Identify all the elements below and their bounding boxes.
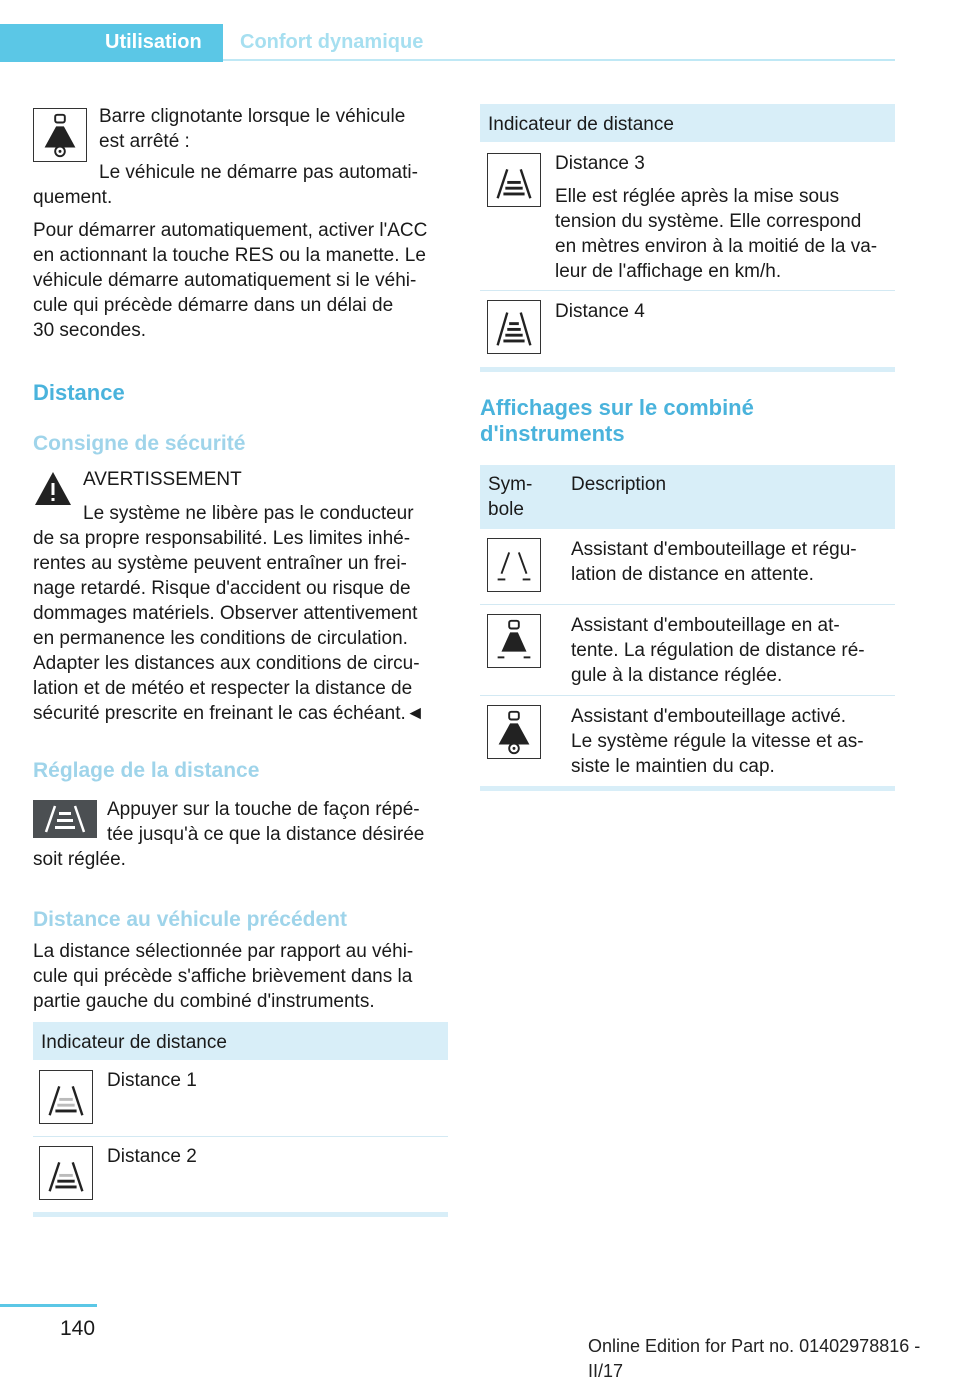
- symbol-table-header: [480, 465, 895, 529]
- intro-text-a: Barre clignotante lorsque le véhicule est arrêté :: [99, 106, 406, 152]
- distance-3-text: Elle est réglée après la mise sous tension du système. Elle correspond en mètres environ à la moitié de la va‐ leur de l'affichage en km/h.: [555, 186, 878, 282]
- distance-1-label: Distance 1: [107, 1070, 197, 1091]
- distance-1-icon: [39, 1070, 93, 1124]
- setting-text-a: Appuyer sur la touche de façon répé‐ tée jusqu'à ce que la distance désirée: [107, 799, 425, 845]
- heading-distance: Distance: [33, 380, 125, 405]
- traffic-jam-active-icon: [487, 705, 541, 759]
- acc-start-paragraph: Pour démarrer automatiquement, activer l'ACC en actionnant la touche RES ou la manette. Le véhicule démarre automatiquement si le véhi‐ cule qui précède démarre dans un délai de 30 secondes.: [33, 220, 428, 341]
- right-table-end: [480, 367, 895, 372]
- distance-3-title: Distance 3: [555, 153, 645, 174]
- traffic-jam-assist-blink-icon: [33, 108, 87, 162]
- previous-vehicle-text: La distance sélectionnée par rapport au véhi‐ cule qui précède s'affiche brièvement dans la partie gauche du combiné d'instruments.: [33, 941, 414, 1012]
- left-table-divider: [33, 1136, 448, 1137]
- intro-text-c: quement.: [33, 187, 113, 208]
- warning-triangle-icon: [33, 470, 73, 508]
- distance-2-label: Distance 2: [107, 1146, 197, 1167]
- description-column-header: Description: [571, 474, 667, 495]
- symbol-row-2-desc: Assistant d'embouteillage en at‐ tente. La régulation de distance ré‐ gule à la distance réglée.: [571, 615, 865, 686]
- symbol-row-1-desc: Assistant d'embouteillage et régu‐ lation de distance en attente.: [571, 539, 857, 585]
- symbol-table-divider-2: [480, 695, 895, 696]
- distance-4-icon: [487, 300, 541, 354]
- warning-text-body: de sa propre responsabilité. Les limites inhé‐ rentes au système peuvent entraîner un frei‐ nage retardé. Risque d'accident ou risque de dommages matériels. Observer attentivement en permanence les conditions de circulation. Adapter les distances aux conditions de circu‐ lation et de météo et respecter la distance de sécurité prescrite en freinant le cas échéant.◄: [33, 528, 425, 724]
- edition-note: Online Edition for Part no. 01402978816 - II/17: [588, 1336, 921, 1381]
- page-number: 140: [60, 1317, 96, 1340]
- distance-4-label: Distance 4: [555, 301, 645, 322]
- distance-2-icon: [39, 1146, 93, 1200]
- traffic-jam-ready-icon: [487, 614, 541, 668]
- right-table-header: Indicateur de distance: [480, 104, 895, 142]
- header-divider: [223, 59, 895, 61]
- left-table-end: [33, 1212, 448, 1217]
- symbol-row-3-desc: Assistant d'embouteillage activé. Le système régule la vitesse et as‐ siste le maintien du cap.: [571, 706, 864, 777]
- symbol-column-header: Sym‐ bole: [488, 474, 533, 520]
- heading-previous-vehicle: Distance au véhicule précédent: [33, 908, 347, 931]
- heading-safety-notice: Consigne de sécurité: [33, 432, 246, 455]
- header-inactive-tab[interactable]: Confort dynamique: [240, 31, 424, 53]
- setting-text-b: soit réglée.: [33, 849, 126, 870]
- warning-line-0: Le système ne libère pas le conducteur: [83, 503, 414, 524]
- intro-text-b: Le véhicule ne démarre pas automati‐: [99, 162, 418, 183]
- distance-button-icon: [33, 800, 97, 838]
- heading-instrument-display: Affichages sur le combiné d'instruments: [480, 395, 754, 446]
- symbol-table-end: [480, 786, 895, 791]
- right-table-divider: [480, 290, 895, 291]
- footer-accent-line: [0, 1304, 97, 1307]
- warning-title: AVERTISSEMENT: [83, 469, 242, 490]
- header-active-tab[interactable]: Utilisation: [105, 31, 202, 53]
- distance-3-icon: [487, 153, 541, 207]
- traffic-jam-standby-icon: [487, 538, 541, 592]
- left-table-header: Indicateur de distance: [33, 1022, 448, 1060]
- symbol-table-divider-1: [480, 604, 895, 605]
- heading-distance-setting: Réglage de la distance: [33, 759, 260, 782]
